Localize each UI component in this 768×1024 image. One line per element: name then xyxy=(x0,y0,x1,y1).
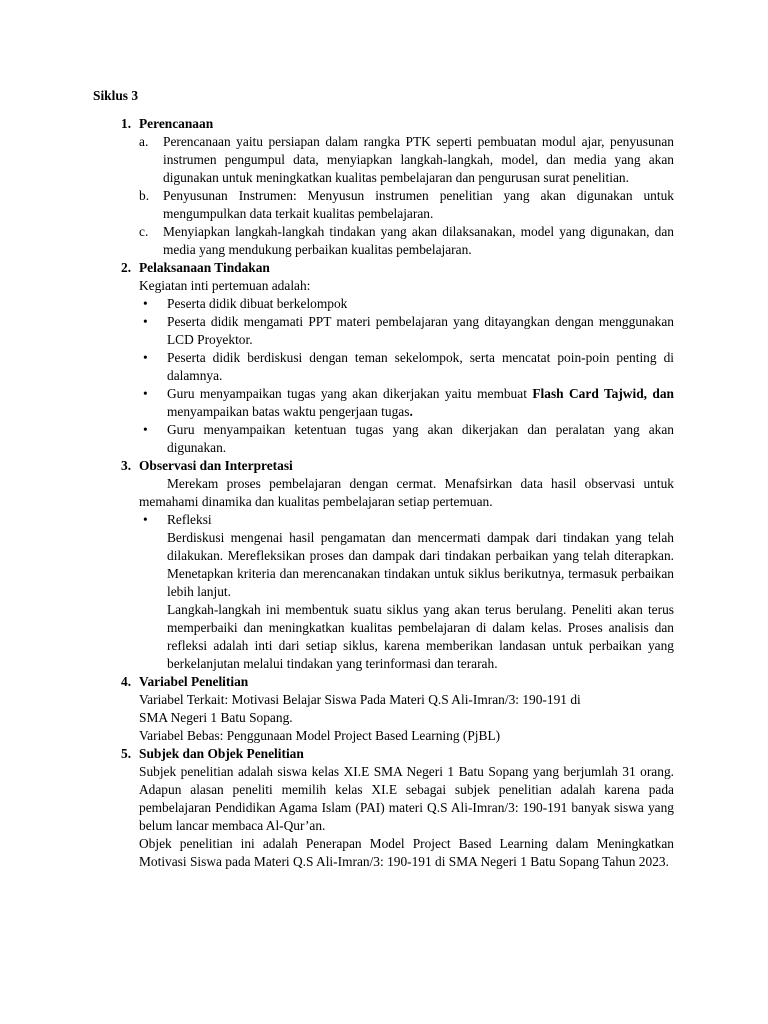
bullet-list xyxy=(139,511,674,529)
text-line: Variabel Bebas: Penggunaan Model Project Based Learning (PjBL) xyxy=(139,728,501,743)
section-subjek-objek xyxy=(93,745,674,871)
list-text xyxy=(167,385,674,421)
reflection-paragraph: Berdiskusi mengenai hasil pengamatan dan mencermati dampak dari tindakan yang telah dilakukan. Merefleksikan proses dan dampak dari tindakan perbaikan yang telah diterapkan. Menetapkan kriteria dan merencanakan tindakan untuk siklus berikutnya, termasuk perbaikan lebih lanjut. xyxy=(167,530,674,599)
section-paragraph: Merekam proses pembelajaran dengan cermat. Menafsirkan data hasil observasi untuk memahami dinamika dan kualitas pembelajaran setiap pertemuan. xyxy=(139,476,674,509)
list-marker: c. xyxy=(139,224,149,239)
section-title: Observasi dan Interpretasi xyxy=(139,458,293,473)
bullet-icon: • xyxy=(143,512,148,527)
bold-period: . xyxy=(409,404,413,419)
list-marker: a. xyxy=(139,134,149,149)
section-number: 5. xyxy=(121,746,132,761)
section-title: Variabel Penelitian xyxy=(139,674,249,689)
list-text: Perencanaan yaitu persiapan dalam rangka PTK seperti pembuatan modul ajar, penyusunan instrumen pengumpul data, menyiapkan langkah-langkah, model, dan media yang akan digunakan untuk meningkatkan kualitas pembelajaran dan pengurusan surat penelitian. xyxy=(163,134,674,185)
list-item xyxy=(139,385,674,421)
bullet-list xyxy=(139,295,674,457)
text-line: Variabel Terkait: Motivasi Belajar Siswa Pada Materi Q.S Ali-Imran/3: 190-191 di xyxy=(139,692,581,707)
text-line: SMA Negeri 1 Batu Sopang. xyxy=(139,710,293,725)
list-item xyxy=(139,133,674,187)
section-observasi xyxy=(93,457,674,673)
list-item xyxy=(139,349,674,385)
section-heading xyxy=(93,457,674,475)
section-perencanaan xyxy=(93,115,674,259)
section-intro: Kegiatan inti pertemuan adalah: xyxy=(139,278,311,293)
list-item xyxy=(139,511,674,529)
section-paragraph: Subjek penelitian adalah siswa kelas XI.E SMA Negeri 1 Batu Sopang yang berjumlah 31 orang. Adapun alasan peneliti memilih kelas XI.E sebagai subjek penelitian adalah karena pada pembelajaran Pendidikan Agama Islam (PAI) materi Q.S Ali-Imran/3: 190-191 banyak siswa yang belum lancar membaca Al-Qur’an. xyxy=(139,764,674,833)
section-heading xyxy=(93,115,674,133)
section-number: 4. xyxy=(121,674,132,689)
list-item xyxy=(139,295,674,313)
section-title: Pelaksanaan Tindakan xyxy=(139,260,270,275)
list-text: Peserta didik dibuat berkelompok xyxy=(167,296,348,311)
list-item xyxy=(139,223,674,259)
list-text: Guru menyampaikan ketentuan tugas yang akan dikerjakan dan peralatan yang akan digunakan. xyxy=(167,422,674,455)
bold-text: Flash Card Tajwid, dan xyxy=(532,386,674,401)
list-item xyxy=(139,421,674,457)
bullet-icon: • xyxy=(143,386,148,401)
section-title: Subjek dan Objek Penelitian xyxy=(139,746,304,761)
section-number: 1. xyxy=(121,116,132,131)
section-heading xyxy=(93,259,674,277)
text-run: menyampaikan batas waktu pengerjaan tugas xyxy=(167,404,410,419)
section-number: 2. xyxy=(121,260,132,275)
bullet-icon: • xyxy=(143,350,148,365)
list-marker: b. xyxy=(139,188,150,203)
list-text: Peserta didik berdiskusi dengan teman sekelompok, serta mencatat poin-poin penting di dalamnya. xyxy=(167,350,674,383)
list-text: Menyiapkan langkah-langkah tindakan yang akan dilaksanakan, model yang digunakan, dan media yang mendukung perbaikan kualitas pembelajaran. xyxy=(163,224,674,257)
document-content xyxy=(93,115,674,871)
section-paragraph: Objek penelitian ini adalah Penerapan Model Project Based Learning dalam Meningkatkan Motivasi Siswa pada Materi Q.S Ali-Imran/3: 190-191 di SMA Negeri 1 Batu Sopang Tahun 2023. xyxy=(139,836,674,869)
bullet-icon: • xyxy=(143,296,148,311)
section-heading xyxy=(93,745,674,763)
list-item xyxy=(139,313,674,349)
list-item xyxy=(139,187,674,223)
section-heading xyxy=(93,673,674,691)
list-text: Refleksi xyxy=(167,512,212,527)
text-run: Guru menyampaikan tugas yang akan dikerjakan yaitu membuat xyxy=(167,386,533,401)
lettered-list xyxy=(139,133,674,259)
section-title: Perencanaan xyxy=(139,116,214,131)
bullet-icon: • xyxy=(143,422,148,437)
section-number: 3. xyxy=(121,458,132,473)
document-title: Siklus 3 xyxy=(93,88,139,103)
list-text: Penyusunan Instrumen: Menyusun instrumen penelitian yang akan digunakan untuk mengumpulkan data terkait kualitas pembelajaran. xyxy=(163,188,674,221)
reflection-paragraph: Langkah-langkah ini membentuk suatu siklus yang akan terus berulang. Peneliti akan terus memperbaiki dan meningkatkan kualitas pembelajaran di dalam kelas. Proses analisis dan refleksi adalah inti dari setiap siklus, karena memberikan landasan untuk perbaikan yang berkelanjutan melalui tindakan yang terinformasi dan terarah. xyxy=(167,602,674,671)
bullet-icon: • xyxy=(143,314,148,329)
section-variabel xyxy=(93,673,674,745)
list-text: Peserta didik mengamati PPT materi pembelajaran yang ditayangkan dengan menggunakan LCD Proyektor. xyxy=(167,314,674,347)
section-pelaksanaan xyxy=(93,259,674,457)
